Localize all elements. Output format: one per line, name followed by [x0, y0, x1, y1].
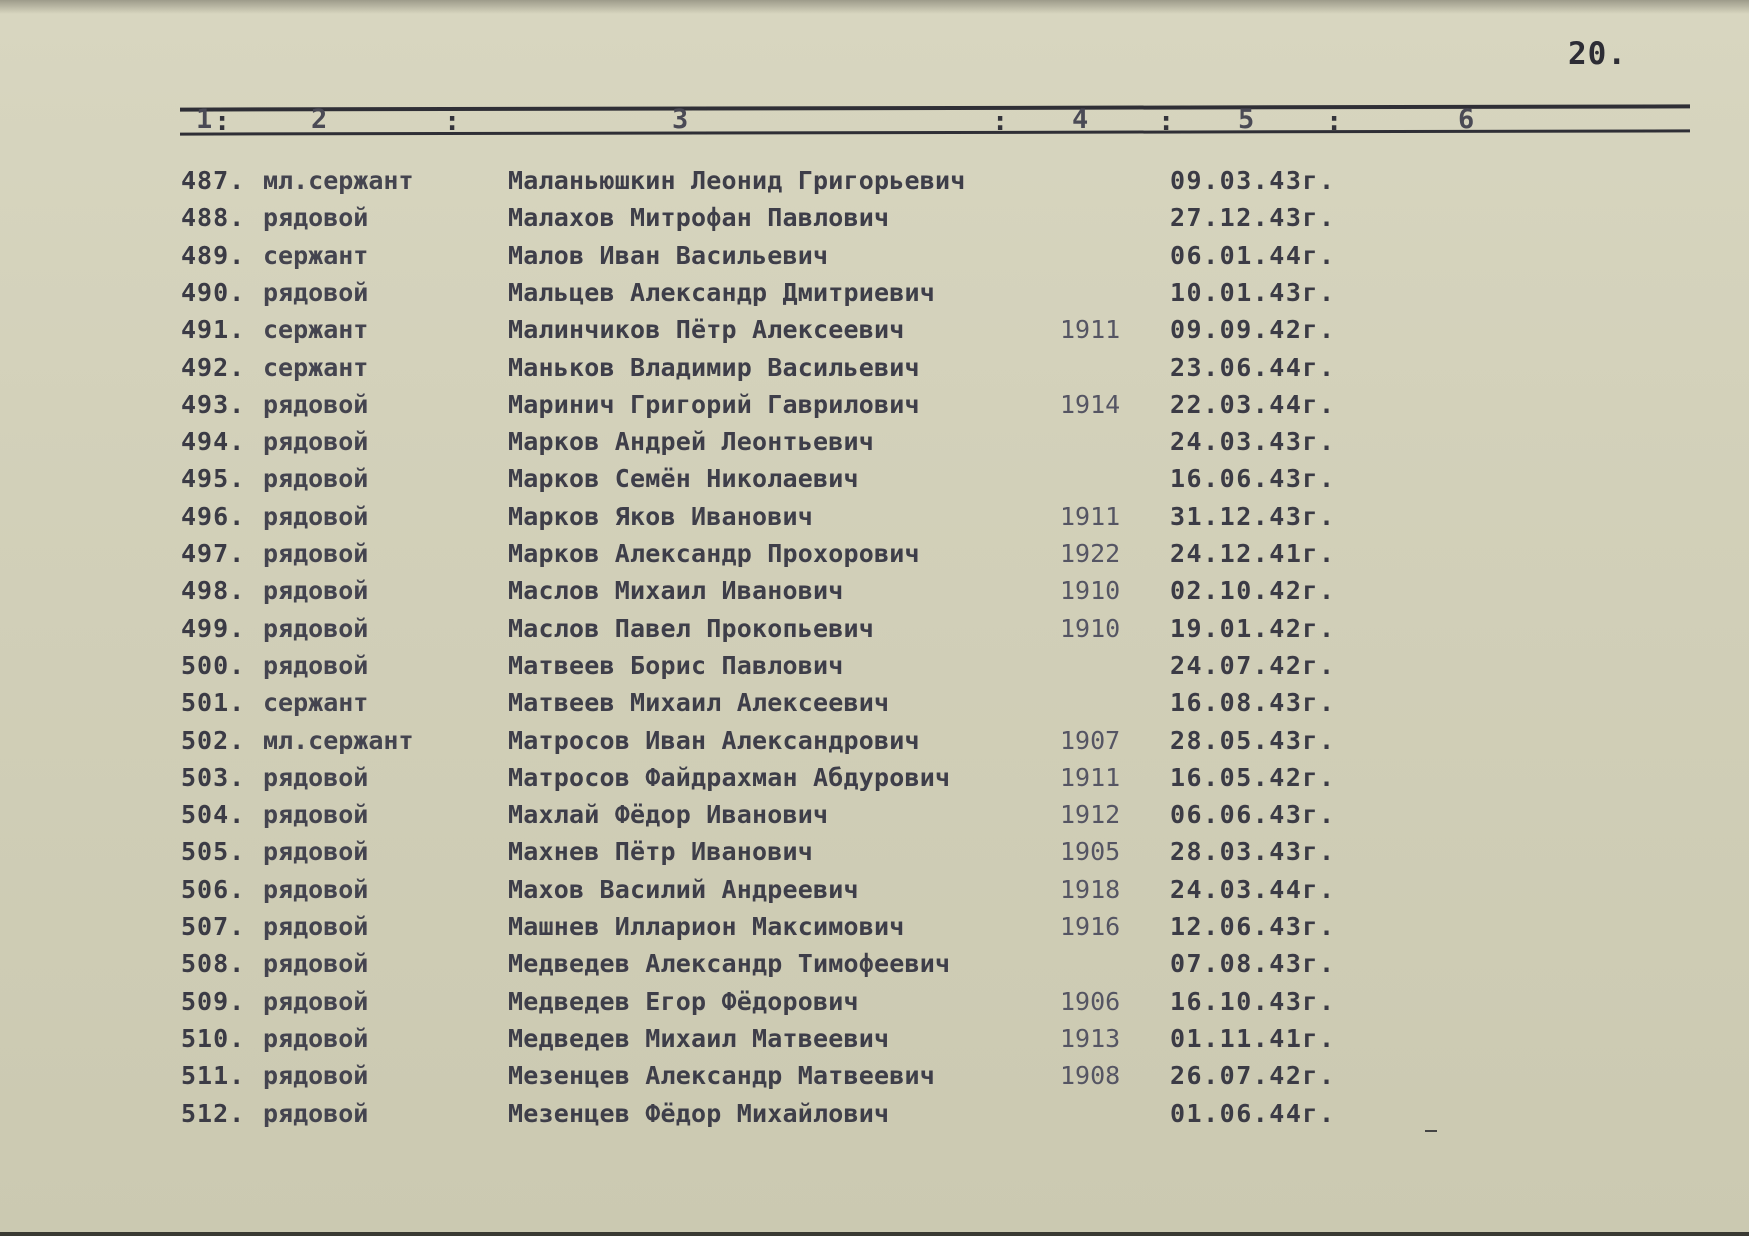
record-number: 492. [181, 352, 246, 382]
record-row [0, 1024, 1749, 1061]
record-rank: сержант [263, 688, 369, 718]
record-birth-year: 1914 [1060, 389, 1121, 419]
record-name: Марков Семён Николаевич [508, 464, 859, 494]
record-row [0, 502, 1749, 539]
record-name: Матросов Файдрахман Абдурович [508, 762, 951, 792]
column-number-1: 1 [196, 104, 213, 135]
record-name: Маринич Григорий Гаврилович [508, 389, 920, 419]
record-row [0, 987, 1749, 1024]
record-number: 508. [181, 949, 246, 979]
record-name: Малинчиков Пётр Алексеевич [508, 315, 905, 345]
record-name: Медведев Егор Фёдорович [508, 986, 859, 1016]
column-number-3: 3 [672, 104, 689, 135]
record-row [0, 614, 1749, 651]
record-rank: рядовой [263, 800, 369, 830]
record-birth-year: 1906 [1060, 986, 1121, 1016]
record-birth-year: 1908 [1060, 1061, 1121, 1091]
record-row [0, 837, 1749, 874]
record-birth-year: 1911 [1060, 501, 1121, 531]
record-number: 490. [181, 277, 246, 307]
record-name: Малахов Митрофан Павлович [508, 203, 890, 233]
record-rank: рядовой [263, 203, 369, 233]
record-number: 503. [181, 762, 246, 792]
record-date: 16.08.43г. [1170, 688, 1336, 718]
record-rank: рядовой [263, 464, 369, 494]
record-number: 510. [181, 1023, 246, 1053]
record-name: Матвеев Борис Павлович [508, 650, 844, 680]
record-date: 10.01.43г. [1170, 277, 1336, 307]
record-name: Малов Иван Васильевич [508, 240, 829, 270]
record-date: 09.09.42г. [1170, 315, 1336, 345]
record-rank: рядовой [263, 650, 369, 680]
record-number: 491. [181, 315, 246, 345]
page-number: 20. [1568, 36, 1627, 72]
record-rank: рядовой [263, 277, 369, 307]
record-rank: рядовой [263, 1061, 369, 1091]
record-birth-year: 1905 [1060, 837, 1121, 867]
record-row [0, 949, 1749, 986]
record-row [0, 278, 1749, 315]
record-number: 501. [181, 688, 246, 718]
record-number: 495. [181, 464, 246, 494]
record-rank: рядовой [263, 613, 369, 643]
record-name: Маслов Михаил Иванович [508, 576, 844, 606]
record-rank: рядовой [263, 1023, 369, 1053]
record-name: Махнев Пётр Иванович [508, 837, 814, 867]
column-separator: : [992, 106, 1009, 137]
record-row [0, 203, 1749, 240]
record-number: 500. [181, 650, 246, 680]
record-number: 493. [181, 389, 246, 419]
record-number: 506. [181, 874, 246, 904]
record-number: 489. [181, 240, 246, 270]
record-row [0, 427, 1749, 464]
record-row [0, 651, 1749, 688]
record-birth-year: 1911 [1060, 315, 1121, 345]
record-date: 01.11.41г. [1170, 1023, 1336, 1053]
column-separator: : [1326, 106, 1343, 137]
record-number: 505. [181, 837, 246, 867]
record-name: Марков Александр Прохорович [508, 539, 920, 568]
record-birth-year: 1916 [1060, 912, 1121, 941]
record-name: Медведев Александр Тимофеевич [508, 949, 951, 979]
record-date: 09.03.43г. [1170, 166, 1336, 195]
pen-mark [1425, 1130, 1437, 1132]
record-name: Мальцев Александр Дмитриевич [508, 277, 936, 307]
record-birth-year: 1918 [1060, 874, 1121, 904]
record-date: 19.01.42г. [1170, 613, 1336, 643]
record-date: 06.06.43г. [1170, 800, 1336, 830]
record-rank: мл.сержант [263, 725, 414, 755]
record-birth-year: 1911 [1060, 762, 1121, 792]
column-number-5: 5 [1238, 104, 1255, 135]
record-name: Махлай Фёдор Иванович [508, 800, 829, 830]
record-rank: сержант [263, 352, 369, 382]
record-rank: рядовой [263, 389, 369, 419]
column-number-4: 4 [1072, 104, 1089, 135]
record-number: 511. [181, 1061, 246, 1091]
record-date: 24.03.43г. [1170, 427, 1336, 457]
record-date: 07.08.43г. [1170, 949, 1336, 979]
record-row [0, 1061, 1749, 1098]
record-row [0, 315, 1749, 352]
record-row [0, 464, 1749, 501]
record-date: 26.07.42г. [1170, 1061, 1336, 1091]
record-date: 31.12.43г. [1170, 501, 1336, 531]
record-birth-year: 1910 [1060, 613, 1121, 643]
record-rank: рядовой [263, 1098, 369, 1128]
record-number: 496. [181, 501, 246, 531]
record-date: 24.12.41г. [1170, 539, 1336, 568]
record-name: Машнев Илларион Максимович [508, 912, 905, 941]
record-date: 24.07.42г. [1170, 650, 1336, 680]
column-separator: : [444, 106, 461, 137]
record-name: Матросов Иван Александрович [508, 725, 920, 755]
record-row [0, 241, 1749, 278]
record-date: 23.06.44г. [1170, 352, 1336, 382]
record-name: Марков Андрей Леонтьевич [508, 427, 875, 457]
record-number: 494. [181, 427, 246, 457]
record-birth-year: 1922 [1060, 539, 1121, 568]
column-separator: : [214, 106, 231, 137]
record-rank: рядовой [263, 986, 369, 1016]
record-birth-year: 1912 [1060, 800, 1121, 830]
record-date: 01.06.44г. [1170, 1098, 1336, 1128]
record-date: 24.03.44г. [1170, 874, 1336, 904]
record-date: 16.05.42г. [1170, 762, 1336, 792]
record-rank: рядовой [263, 837, 369, 867]
record-birth-year: 1910 [1060, 576, 1121, 606]
record-number: 487. [181, 166, 246, 195]
record-rank: рядовой [263, 762, 369, 792]
record-number: 507. [181, 912, 246, 941]
record-date: 28.03.43г. [1170, 837, 1336, 867]
record-rank: рядовой [263, 501, 369, 531]
record-row [0, 912, 1749, 949]
record-rank: сержант [263, 315, 369, 345]
record-name: Маньков Владимир Васильевич [508, 352, 920, 382]
record-date: 12.06.43г. [1170, 912, 1336, 941]
column-number-2: 2 [311, 104, 328, 135]
record-name: Матвеев Михаил Алексеевич [508, 688, 890, 718]
record-name: Мезенцев Фёдор Михайлович [508, 1098, 890, 1128]
record-rank: рядовой [263, 912, 369, 941]
record-name: Мезенцев Александр Матвеевич [508, 1061, 936, 1091]
record-date: 16.06.43г. [1170, 464, 1336, 494]
record-row [0, 576, 1749, 613]
record-number: 488. [181, 203, 246, 233]
record-name: Маслов Павел Прокопьевич [508, 613, 875, 643]
record-number: 504. [181, 800, 246, 830]
record-row [0, 800, 1749, 837]
record-rank: рядовой [263, 949, 369, 979]
record-row [0, 390, 1749, 427]
record-row [0, 353, 1749, 390]
record-date: 27.12.43г. [1170, 203, 1336, 233]
record-birth-year: 1907 [1060, 725, 1121, 755]
record-number: 497. [181, 539, 246, 568]
record-number: 502. [181, 725, 246, 755]
record-date: 02.10.42г. [1170, 576, 1336, 606]
record-number: 512. [181, 1098, 246, 1128]
record-row [0, 875, 1749, 912]
record-rank: мл.сержант [263, 166, 414, 195]
column-number-6: 6 [1458, 104, 1475, 135]
record-date: 28.05.43г. [1170, 725, 1336, 755]
record-row [0, 1099, 1749, 1136]
record-row [0, 688, 1749, 725]
record-date: 22.03.44г. [1170, 389, 1336, 419]
record-rank: сержант [263, 240, 369, 270]
record-name: Медведев Михаил Матвеевич [508, 1023, 890, 1053]
record-rank: рядовой [263, 539, 369, 568]
record-rank: рядовой [263, 427, 369, 457]
record-row [0, 166, 1749, 203]
record-rank: рядовой [263, 576, 369, 606]
record-number: 509. [181, 986, 246, 1016]
record-date: 16.10.43г. [1170, 986, 1336, 1016]
record-name: Махов Василий Андреевич [508, 874, 859, 904]
record-row [0, 763, 1749, 800]
record-row [0, 539, 1749, 576]
record-name: Маланьюшкин Леонид Григорьевич [508, 166, 966, 195]
record-row [0, 726, 1749, 763]
column-separator: : [1158, 106, 1175, 137]
record-date: 06.01.44г. [1170, 240, 1336, 270]
record-number: 499. [181, 613, 246, 643]
record-name: Марков Яков Иванович [508, 501, 814, 531]
record-birth-year: 1913 [1060, 1023, 1121, 1053]
record-rank: рядовой [263, 874, 369, 904]
record-number: 498. [181, 576, 246, 606]
